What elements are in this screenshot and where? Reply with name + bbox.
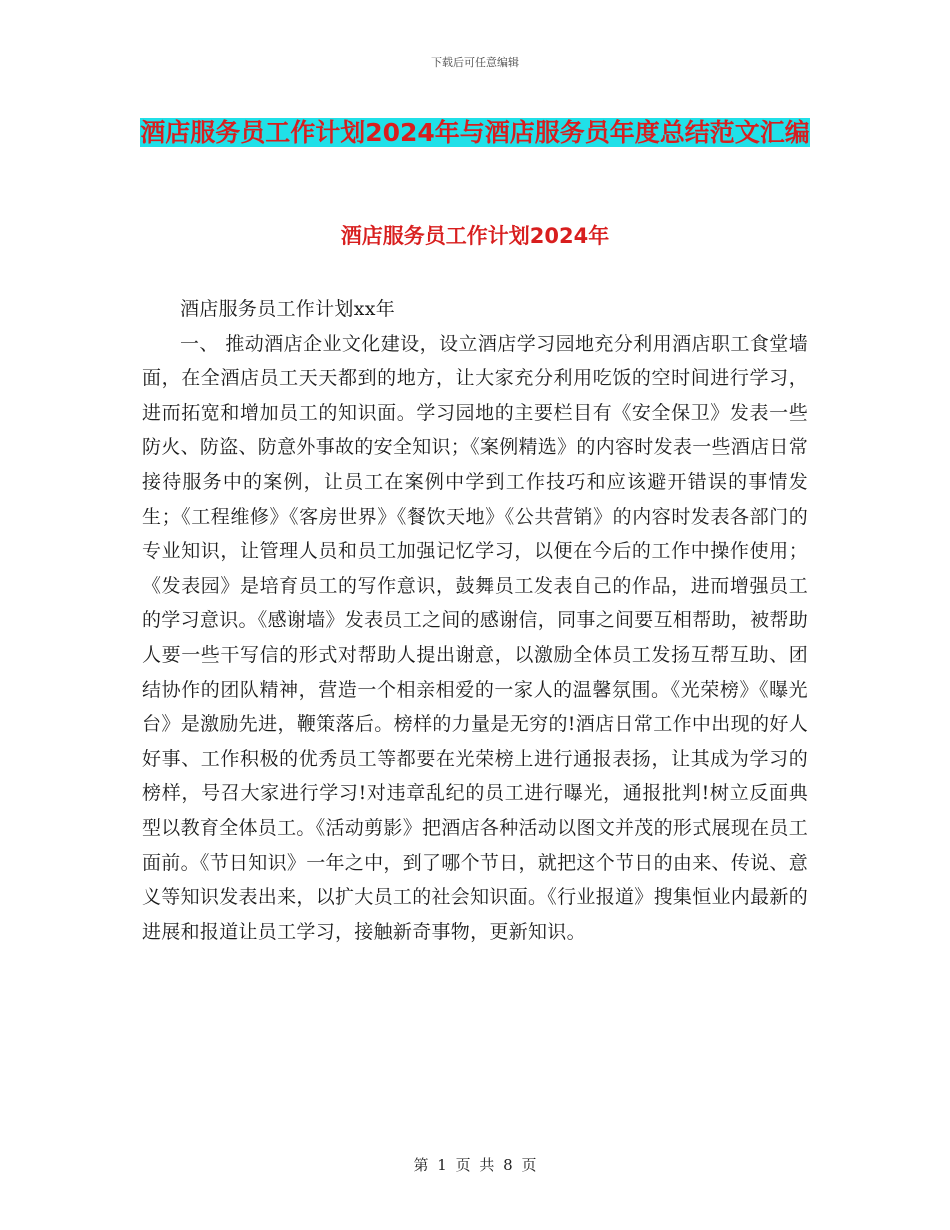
page-number-footer: 第 1 页 共 8 页 [413,1156,537,1174]
section-title: 酒店服务员工作计划2024年 [340,224,610,248]
page-header-note: 下载后可任意编辑 [431,56,519,69]
document-body [142,292,808,949]
paragraph-1: 一、 推动酒店企业文化建设，设立酒店学习园地充分利用酒店职工食堂墙面，在全酒店员工天天都到的地方，让大家充分利用吃饭的空时间进行学习，进而拓宽和增加员工的知识面。学习园地的主要栏目有《安全保卫》发表一些防火、防盗、防意外事故的安全知识；《案例精选》的内容时发表一些酒店日常接待服务中的案例，让员工在案例中学到工作技巧和应该避开错误的事情发生；《工程维修》《客房世界》《餐饮天地》《公共营销》的内容时发表各部门的专业知识，让管理人员和员工加强记忆学习，以便在今后的工作中操作使用；《发表园》是培育员工的写作意识，鼓舞员工发表自己的作品，进而增强员工的学习意识。《感谢墙》发表员工之间的感谢信，同事之间要互相帮助，被帮助人要一些干写信的形式对帮助人提出谢意，以激励全体员工发扬互帮互助、团结协作的团队精神，营造一个相亲相爱的一家人的温馨氛围。《光荣榜》《曝光台》是激励先进，鞭策落后。榜样的力量是无穷的!酒店日常工作中出现的好人好事、工作积极的优秀员工等都要在光荣榜上进行通报表扬，让其成为学习的榜样，号召大家进行学习!对违章乱纪的员工进行曝光，通报批判!树立反面典型以教育全体员工。《活动剪影》把酒店各种活动以图文并茂的形式展现在员工面前。《节日知识》一年之中，到了哪个节日，就把这个节日的由来、传说、意义等知识发表出来，以扩大员工的社会知识面。《行业报道》搜集恒业内最新的进展和报道让员工学习，接触新奇事物，更新知识。 [142,332,809,943]
document-title [140,106,810,160]
subtitle-line: 酒店服务员工作计划xx年 [180,298,396,320]
document-title-text: 酒店服务员工作计划2024年与酒店服务员年度总结范文汇编 [140,118,810,147]
